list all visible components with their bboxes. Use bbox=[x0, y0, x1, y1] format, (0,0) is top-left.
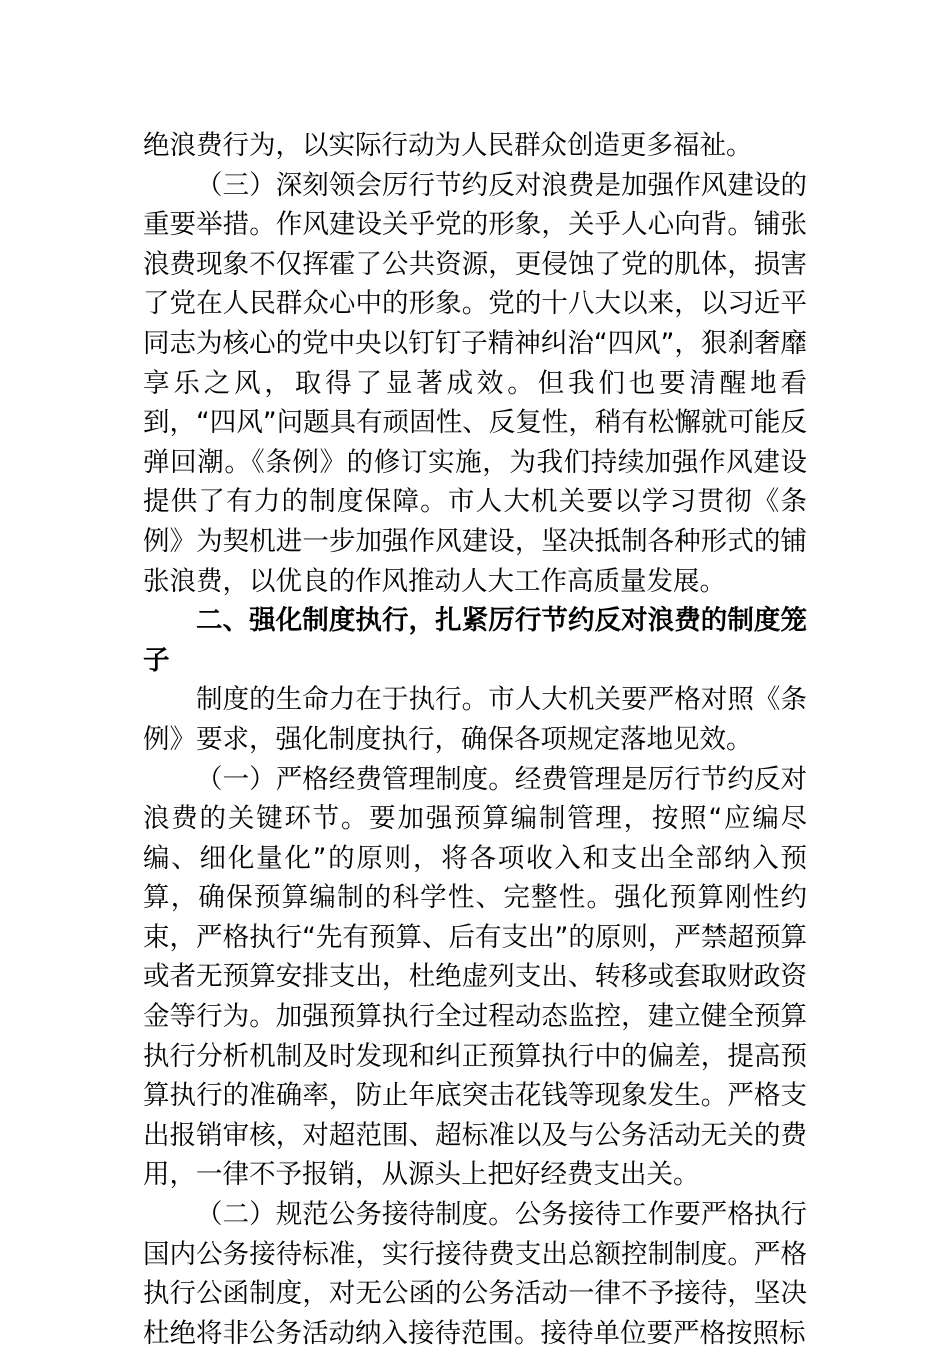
paragraph-subsection-two: （二）规范公务接待制度。公务接待工作要严格执行国内公务接待标准，实行接待费支出总额控制制度。严格执行公函制度，对无公函的公务活动一律不予接待，坚决杜绝将非公务活动纳入接待范围。接待单位要严格按照标 bbox=[143, 1199, 807, 1349]
section-heading-two: 二、强化制度执行，扎紧厉行节约反对浪费的制度笼子 bbox=[143, 605, 807, 676]
document-body bbox=[143, 126, 807, 1353]
paragraph-intro: 制度的生命力在于执行。市人大机关要严格对照《条例》要求，强化制度执行，确保各项规定落地见效。 bbox=[143, 684, 807, 755]
paragraph-subsection-one: （一）严格经费管理制度。经费管理是厉行节约反对浪费的关键环节。要加强预算编制管理，按照“应编尽编、细化量化”的原则，将各项收入和支出全部纳入预算，确保预算编制的科学性、完整性。强化预算刚性约束，严格执行“先有预算、后有支出”的原则，严禁超预算或者无预算安排支出，杜绝虚列支出、转移或套取财政资金等行为。加强预算执行全过程动态监控，建立健全预算执行分析机制及时发现和纠正预算执行中的偏差，提高预算执行的准确率，防止年底突击花钱等现象发生。严格支出报销审核，对超范围、超标准以及与公务活动无关的费用，一律不予报销，从源头上把好经费支出关。 bbox=[143, 763, 807, 1191]
paragraph-section-three: （三）深刻领会厉行节约反对浪费是加强作风建设的重要举措。作风建设关乎党的形象，关乎人心向背。铺张浪费现象不仅挥霍了公共资源，更侵蚀了党的肌体，损害了党在人民群众心中的形象。党的十八大以来，以习近平同志为核心的党中央以钉钉子精神纠治“四风”，狠刹奢靡享乐之风，取得了显著成效。但我们也要清醒地看到，“四风”问题具有顽固性、反复性，稍有松懈就可能反弹回潮。《条例》的修订实施，为我们持续加强作风建设提供了有力的制度保障。市人大机关要以学习贯彻《条例》为契机进一步加强作风建设，坚决抵制各种形式的铺张浪费，以优良的作风推动人大工作高质量发展。 bbox=[143, 169, 807, 597]
paragraph-continuation: 绝浪费行为，以实际行动为人民群众创造更多福祉。 bbox=[143, 130, 753, 161]
